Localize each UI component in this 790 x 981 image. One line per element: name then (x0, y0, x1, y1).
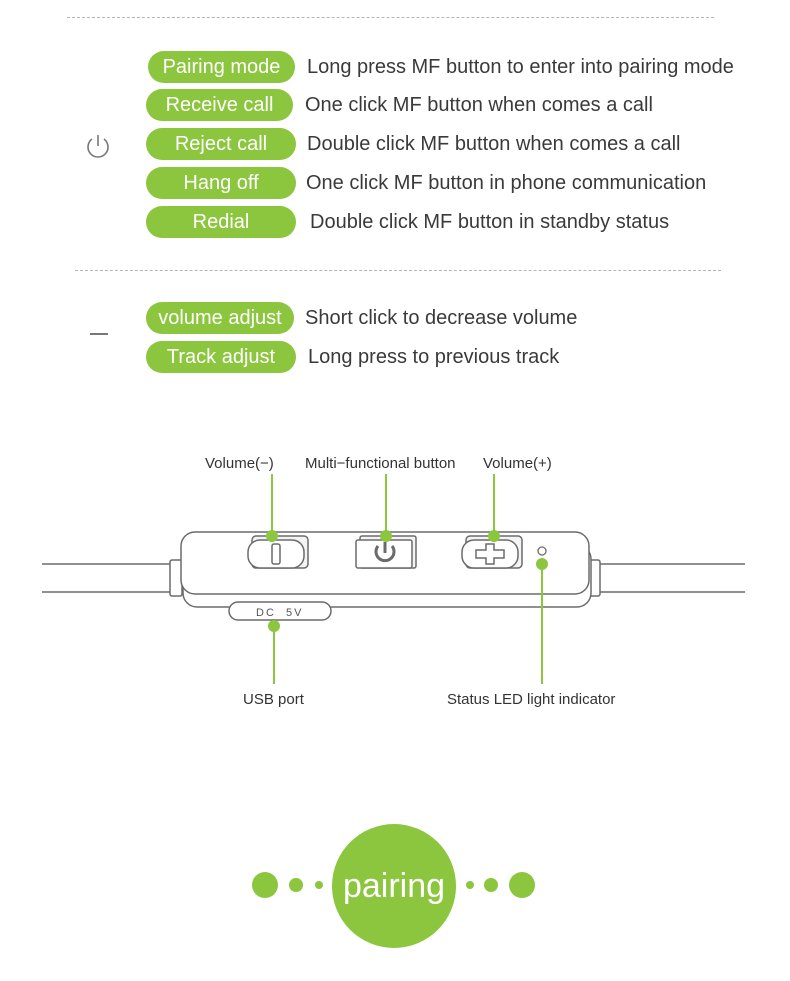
pairing-mode-label: Pairing mode (148, 51, 295, 83)
top-divider (67, 17, 714, 18)
redial-label: Redial (146, 206, 296, 238)
volume-minus-callout: Volume(−) (205, 455, 274, 472)
redial-desc: Double click MF button in standby status (310, 211, 670, 233)
hang-off-desc: One click MF button in phone communication (306, 172, 707, 194)
hang-off-label: Hang off (146, 167, 296, 199)
receive-call-label: Receive call (146, 89, 293, 121)
right-dot-large (509, 872, 535, 898)
right-dot-medium (484, 878, 498, 892)
volume-adjust-label: volume adjust (146, 302, 294, 334)
power-icon (84, 133, 112, 161)
minus-icon (90, 333, 108, 335)
reject-call-label: Reject call (146, 128, 296, 160)
status-led-callout: Status LED light indicator (447, 691, 616, 708)
right-dot-small (466, 881, 474, 889)
dc-label: DC 5V (256, 607, 304, 619)
left-dot-small (315, 881, 323, 889)
remote-control-diagram (0, 440, 790, 720)
pairing-mode-desc: Long press MF button to enter into pairing mode (307, 56, 734, 78)
usb-port-callout: USB port (243, 691, 304, 708)
pairing-title: pairing (342, 867, 446, 905)
reject-call-desc: Double click MF button when comes a call (307, 133, 681, 155)
track-adjust-label: Track adjust (146, 341, 296, 373)
left-dot-medium (289, 878, 303, 892)
left-dot-large (252, 872, 278, 898)
track-adjust-desc: Long press to previous track (308, 346, 560, 368)
volume-minus-button (248, 536, 308, 568)
receive-call-desc: One click MF button when comes a call (305, 94, 653, 116)
middle-divider (75, 270, 721, 271)
mf-button-callout: Multi−functional button (305, 455, 456, 472)
volume-plus-callout: Volume(+) (483, 455, 552, 472)
volume-adjust-desc: Short click to decrease volume (305, 307, 578, 329)
status-led (538, 547, 546, 555)
